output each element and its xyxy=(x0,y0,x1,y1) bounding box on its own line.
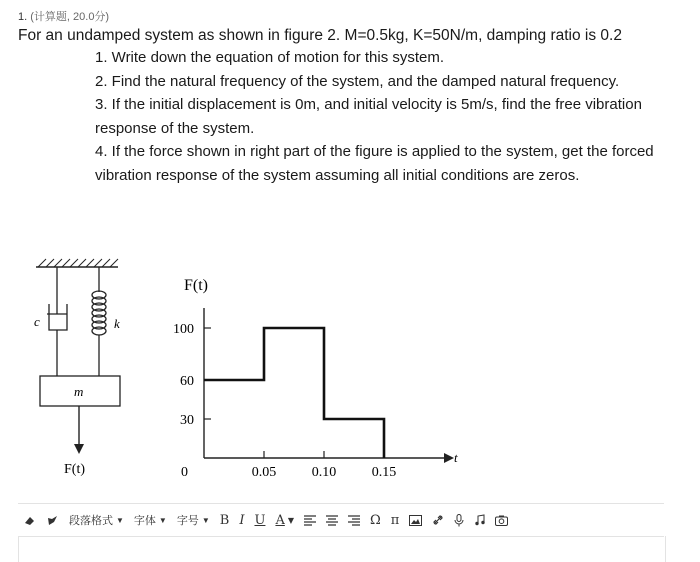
x-axis-arrowhead xyxy=(444,453,454,463)
align-right-icon[interactable] xyxy=(343,508,365,532)
mass-label: m xyxy=(74,384,84,399)
question-type: (计算题, 20.0分) xyxy=(30,11,110,23)
x-tick-label: 0.10 xyxy=(311,465,337,480)
force-label: F(t) xyxy=(64,462,85,477)
question-item: 1. Write down the equation of motion for this system. xyxy=(95,49,445,66)
x-tick-label: 0.15 xyxy=(371,465,397,480)
paragraph-format-label: 段落格式 xyxy=(69,515,113,527)
question-item: 3. If the initial displacement is 0m, and initial velocity is 5m/s, find the free vibration response of the system. xyxy=(95,96,642,137)
font-color-button[interactable] xyxy=(270,508,299,532)
image-icon[interactable] xyxy=(404,508,427,532)
origin-label: 0 xyxy=(181,465,188,480)
question-item: 4. If the force shown in right part of the figure is applied to the system, get the forced vibration response of the system assuming all initial conditions are zeros. xyxy=(95,143,654,184)
damper xyxy=(47,267,67,376)
spring-mass-damper-diagram xyxy=(34,259,120,477)
figure-2 xyxy=(0,248,470,493)
pi-button[interactable]: π xyxy=(390,512,400,528)
link-icon[interactable] xyxy=(427,508,449,532)
y-tick-label: 60 xyxy=(180,374,194,389)
question-prompt: For an undamped system as shown in figure 2. M=0.5kg, K=50N/m, damping ratio is 0.2 xyxy=(18,27,622,44)
font-dropdown[interactable] xyxy=(129,508,172,532)
camera-icon[interactable] xyxy=(490,508,513,532)
align-left-icon[interactable] xyxy=(299,508,321,532)
microphone-icon[interactable] xyxy=(449,508,469,532)
answer-editor[interactable] xyxy=(18,536,666,562)
italic-button[interactable]: I xyxy=(239,512,245,528)
music-icon[interactable] xyxy=(469,508,490,532)
question-header xyxy=(18,8,109,24)
spring xyxy=(92,267,106,376)
y-tick-label: 30 xyxy=(180,413,194,428)
question-item: 2. Find the natural frequency of the system, and the damped natural frequency. xyxy=(95,72,620,90)
caret-down-icon: ▼ xyxy=(116,515,124,525)
bold-button[interactable]: B xyxy=(219,512,230,528)
ceiling-hatching xyxy=(38,259,118,267)
x-tick-label: 0.05 xyxy=(251,465,277,480)
force-arrow-head xyxy=(74,444,84,454)
underline-button[interactable]: U xyxy=(254,512,266,528)
question-items xyxy=(95,46,690,187)
brush-icon[interactable] xyxy=(41,508,64,532)
eraser-icon[interactable] xyxy=(18,508,41,532)
caret-down-icon: ▼ xyxy=(287,515,294,525)
y-tick-label: 100 xyxy=(173,322,194,337)
question-number: 1. xyxy=(18,11,28,23)
force-chart xyxy=(173,277,458,480)
font-size-label: 字号 xyxy=(176,515,199,527)
align-center-icon[interactable] xyxy=(321,508,343,532)
damper-label: c xyxy=(34,314,40,329)
y-axis-label: F(t) xyxy=(184,277,208,294)
editor-toolbar xyxy=(18,503,664,537)
caret-down-icon: ▼ xyxy=(158,515,167,525)
omega-button[interactable]: Ω xyxy=(369,512,381,528)
font-color-label: A xyxy=(275,512,285,528)
x-axis-label: t xyxy=(454,450,458,465)
spring-label: k xyxy=(114,316,120,331)
font-label: 字体 xyxy=(133,515,156,527)
paragraph-format-dropdown[interactable] xyxy=(64,508,129,532)
caret-down-icon: ▼ xyxy=(201,515,210,525)
font-size-dropdown[interactable] xyxy=(172,508,215,532)
force-series-line xyxy=(204,328,384,458)
